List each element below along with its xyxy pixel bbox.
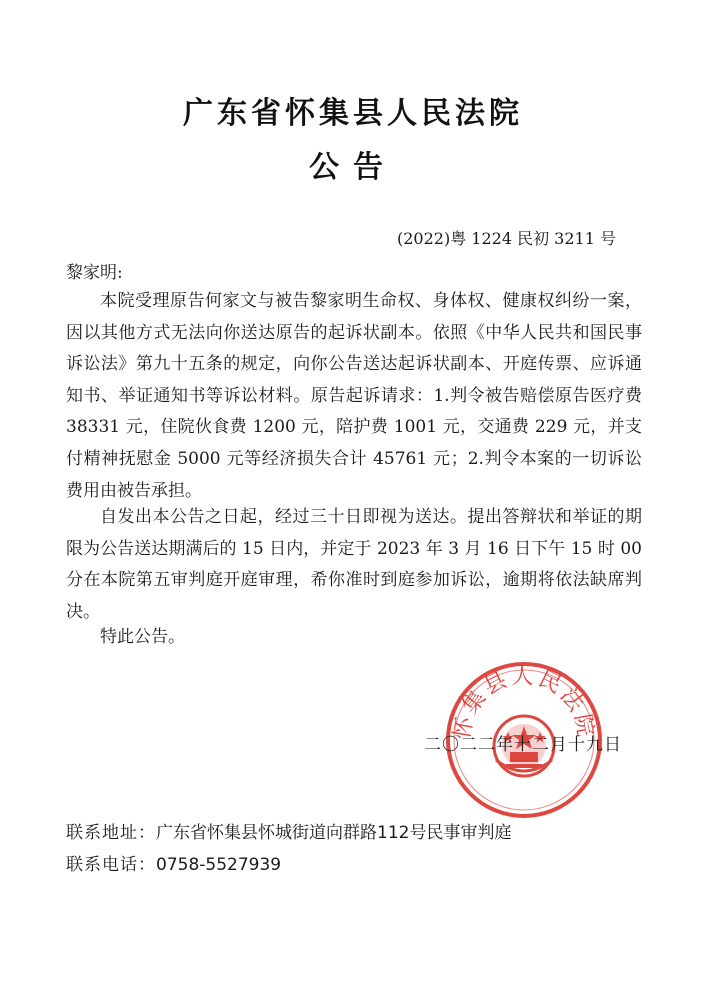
contact-phone-value: 0758-5527939	[156, 855, 282, 875]
case-number: (2022)粤 1224 民初 3211 号	[397, 229, 616, 248]
addressee: 黎家明:	[66, 263, 123, 283]
contact-phone-label: 联系电话：	[66, 855, 156, 875]
body-paragraph-3: 特此公告。	[100, 627, 185, 647]
court-name-heading: 广东省怀集县人民法院	[183, 96, 523, 131]
body-paragraph-2: 自发出本公告之日起，经过三十日即视为送达。提出答辩状和举证的期限为公告送达期满后的 15 日内，并定于 2023 年 3 月 16 日下午 15 时 00 分在本院第五审判庭开庭审理，希你准时到庭参加诉讼，逾期将依法缺席判决。	[66, 507, 642, 622]
contact-address-value: 广东省怀集县怀城街道向群路112号民事审判庭	[156, 823, 512, 843]
body-paragraph-1: 本院受理原告何家文与被告黎家明生命权、身体权、健康权纠纷一案，因以其他方式无法向你送达原告的起诉状副本。依照《中华人民共和国民事诉讼法》第九十五条的规定，向你公告送达起诉状副本、开庭传票、应诉通知书、举证通知书等诉讼材料。原告起诉请求：1.判令被告赔偿原告医疗费 38331 元，住院伙食费 1200 元，陪护费 1001 元，交通费 229 元，并支付精神抚慰金 5000 元等经济损失合计 45761 元；2.判令本案的一切诉讼费用由被告承担。	[66, 291, 642, 501]
issue-date: 二〇二二年十二月十九日	[424, 735, 622, 755]
contact-phone	[66, 850, 281, 875]
contact-address	[66, 818, 511, 843]
notice-title: 公告	[309, 150, 397, 185]
contact-address-label: 联系地址：	[66, 823, 156, 843]
seal-text: 怀集县人民法院	[449, 664, 599, 742]
